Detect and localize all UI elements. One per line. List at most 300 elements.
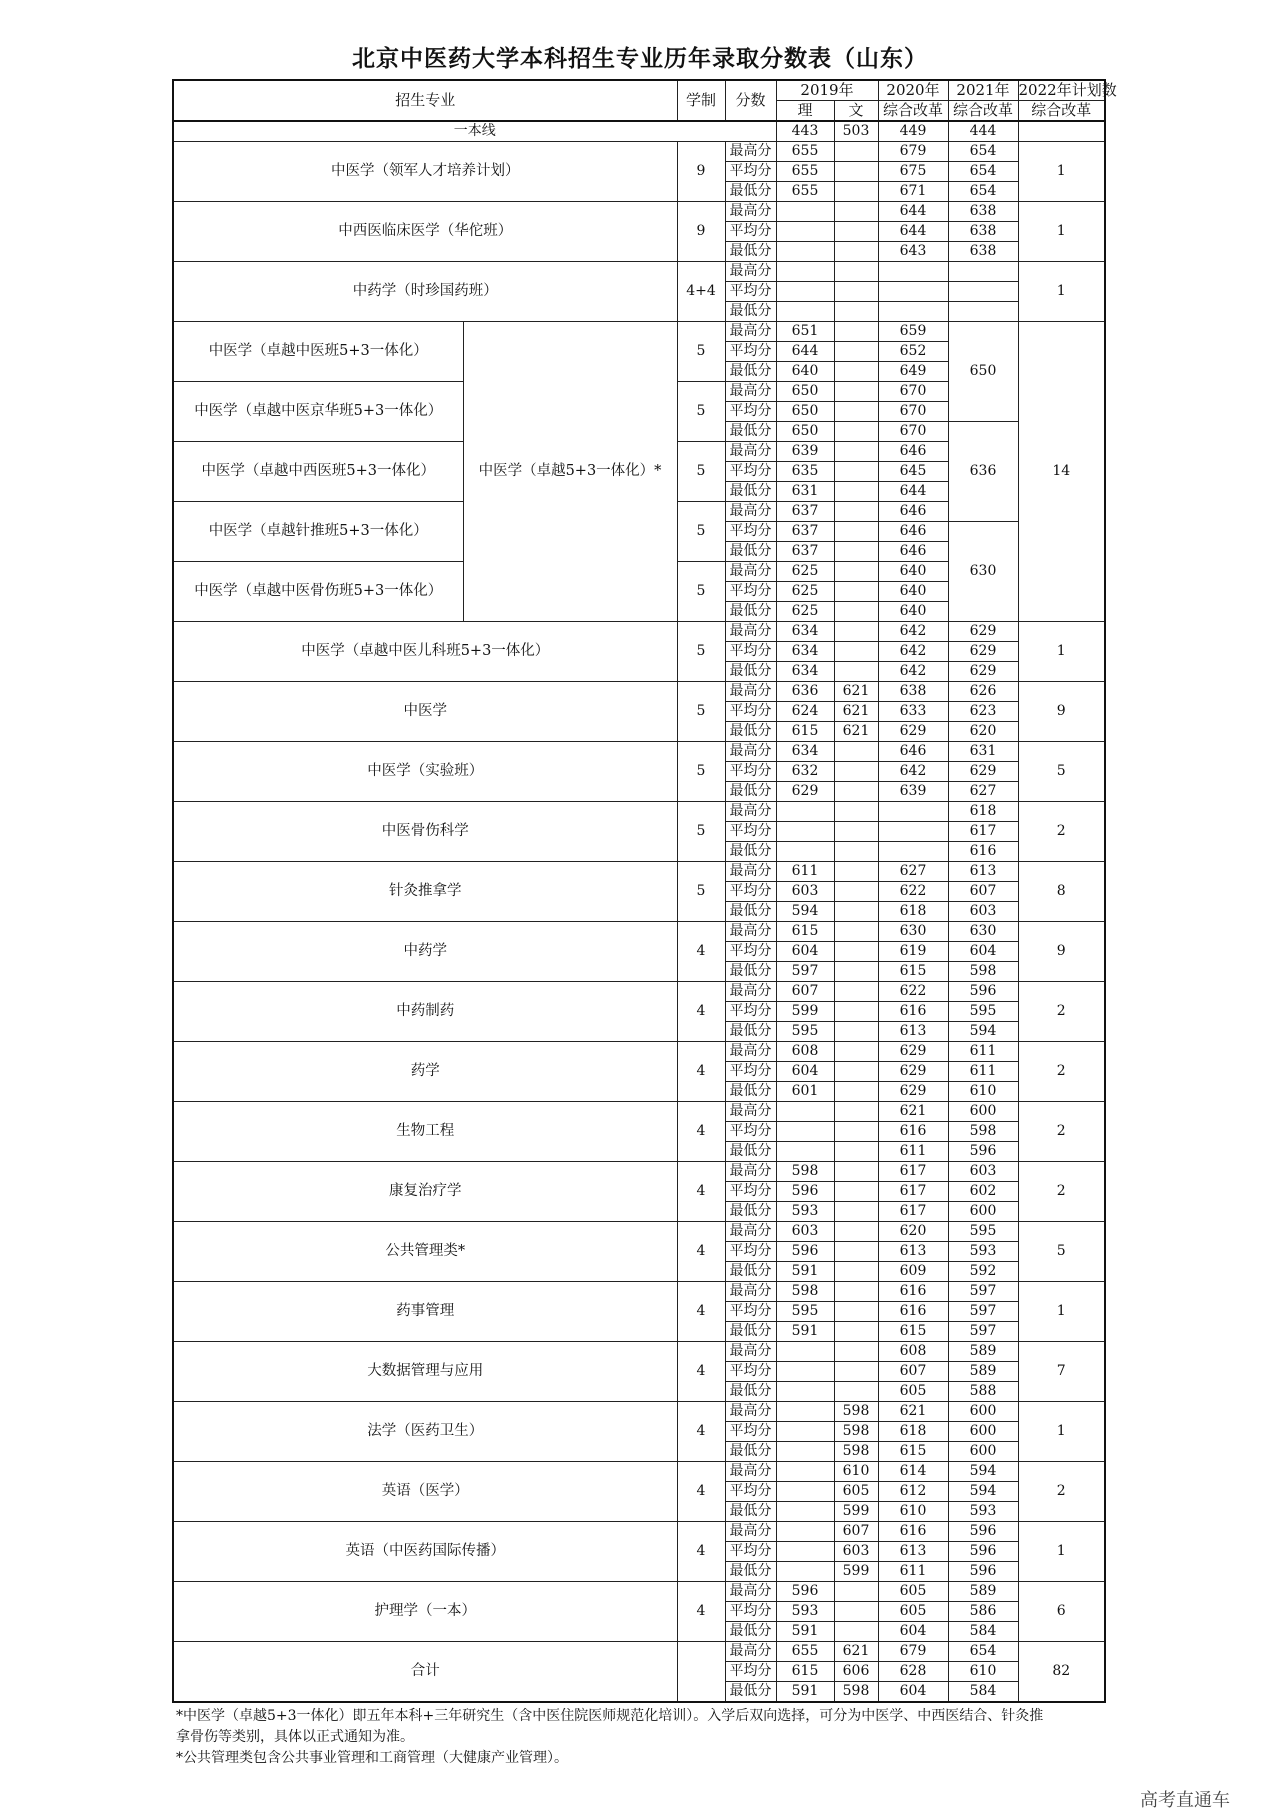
score-2019-arts <box>834 642 878 662</box>
score-2020: 639 <box>878 782 948 802</box>
score-2021: 607 <box>948 882 1018 902</box>
score-2020: 612 <box>878 1482 948 1502</box>
score-2020: 630 <box>878 922 948 942</box>
score-2019-arts: 599 <box>834 1562 878 1582</box>
baseline-2019-arts: 503 <box>834 121 878 142</box>
score-type-label: 最低分 <box>725 1562 776 1582</box>
score-2019-science: 603 <box>776 882 834 902</box>
score-2019-arts <box>834 1122 878 1142</box>
score-type-label: 最高分 <box>725 502 776 522</box>
score-type-label: 最低分 <box>725 1262 776 1282</box>
score-2021: 613 <box>948 862 1018 882</box>
score-2019-arts <box>834 282 878 302</box>
score-type-label: 最高分 <box>725 202 776 222</box>
score-type-label: 平均分 <box>725 1422 776 1442</box>
score-2020: 646 <box>878 502 948 522</box>
score-2020: 616 <box>878 1282 948 1302</box>
score-type-label: 平均分 <box>725 1302 776 1322</box>
score-2019-science: 650 <box>776 422 834 442</box>
score-type-label: 最高分 <box>725 922 776 942</box>
score-type-label: 最低分 <box>725 482 776 502</box>
major-name: 法学（医药卫生） <box>173 1402 677 1462</box>
major-duration: 5 <box>677 682 725 742</box>
score-2021: 596 <box>948 1562 1018 1582</box>
header-2021-reform: 综合改革 <box>948 101 1018 122</box>
score-2019-science <box>776 1382 834 1402</box>
score-2019-arts <box>834 822 878 842</box>
score-2019-science: 637 <box>776 542 834 562</box>
score-type-label: 最低分 <box>725 182 776 202</box>
score-2021: 586 <box>948 1602 1018 1622</box>
score-2019-science: 615 <box>776 722 834 742</box>
score-2019-arts <box>834 502 878 522</box>
table-row <box>173 862 1105 882</box>
score-type-label: 平均分 <box>725 1542 776 1562</box>
score-2020: 609 <box>878 1262 948 1282</box>
score-2019-arts <box>834 982 878 1002</box>
score-2019-science: 625 <box>776 582 834 602</box>
table-row <box>173 262 1105 282</box>
table-row <box>173 1402 1105 1422</box>
score-type-label: 平均分 <box>725 762 776 782</box>
score-2021: 589 <box>948 1582 1018 1602</box>
score-2020: 627 <box>878 862 948 882</box>
score-type-label: 平均分 <box>725 942 776 962</box>
table-row <box>173 1042 1105 1062</box>
plan-2022: 1 <box>1018 142 1105 202</box>
score-2019-science: 629 <box>776 782 834 802</box>
score-2020: 645 <box>878 462 948 482</box>
score-type-label: 平均分 <box>725 1662 776 1682</box>
score-type-label: 最低分 <box>725 842 776 862</box>
score-2019-arts <box>834 1202 878 1222</box>
score-2020: 640 <box>878 562 948 582</box>
score-2020: 616 <box>878 1302 948 1322</box>
score-2019-arts <box>834 1282 878 1302</box>
score-2021: 620 <box>948 722 1018 742</box>
score-2021: 611 <box>948 1042 1018 1062</box>
score-2020: 679 <box>878 1642 948 1662</box>
score-2020: 646 <box>878 742 948 762</box>
score-2021: 630 <box>948 922 1018 942</box>
plan-2022: 1 <box>1018 202 1105 262</box>
table-row <box>173 682 1105 702</box>
score-2021: 610 <box>948 1662 1018 1682</box>
score-2019-science: 637 <box>776 502 834 522</box>
footnotes <box>176 1706 1056 1769</box>
table-row <box>173 202 1105 222</box>
table-row <box>173 322 1105 342</box>
score-2021: 623 <box>948 702 1018 722</box>
score-2019-science <box>776 1522 834 1542</box>
score-2019-arts <box>834 542 878 562</box>
score-2020: 670 <box>878 382 948 402</box>
score-2020: 604 <box>878 1682 948 1703</box>
score-2020: 646 <box>878 542 948 562</box>
score-type-label: 最低分 <box>725 782 776 802</box>
major-duration: 4 <box>677 922 725 982</box>
score-2019-science: 634 <box>776 742 834 762</box>
score-type-label: 最高分 <box>725 442 776 462</box>
score-type-label: 最高分 <box>725 622 776 642</box>
score-2021: 654 <box>948 162 1018 182</box>
score-2021: 600 <box>948 1402 1018 1422</box>
score-2019-arts <box>834 1242 878 1262</box>
score-2021: 611 <box>948 1062 1018 1082</box>
score-2020: 629 <box>878 1042 948 1062</box>
score-2019-arts: 605 <box>834 1482 878 1502</box>
score-2020: 613 <box>878 1542 948 1562</box>
score-2021: 596 <box>948 1542 1018 1562</box>
score-2019-arts <box>834 1222 878 1242</box>
score-2019-science <box>776 1482 834 1502</box>
score-2020: 628 <box>878 1662 948 1682</box>
score-type-label: 最低分 <box>725 902 776 922</box>
score-2020: 617 <box>878 1202 948 1222</box>
baseline-2019-science: 443 <box>776 121 834 142</box>
major-name: 生物工程 <box>173 1102 677 1162</box>
score-2019-arts: 598 <box>834 1402 878 1422</box>
score-2019-arts <box>834 962 878 982</box>
score-type-label: 最高分 <box>725 1522 776 1542</box>
header-2019-arts: 文 <box>834 101 878 122</box>
score-2019-arts <box>834 622 878 642</box>
score-2020: 610 <box>878 1502 948 1522</box>
score-2019-arts <box>834 582 878 602</box>
score-2019-arts <box>834 882 878 902</box>
score-2019-arts <box>834 222 878 242</box>
major-duration: 5 <box>677 622 725 682</box>
score-2020: 614 <box>878 1462 948 1482</box>
major-duration: 5 <box>677 742 725 802</box>
major-duration: 5 <box>677 382 725 442</box>
major-name: 中药学 <box>173 922 677 982</box>
score-2021: 596 <box>948 982 1018 1002</box>
score-type-label: 平均分 <box>725 822 776 842</box>
major-name: 中西医临床医学（华佗班） <box>173 202 677 262</box>
score-2020 <box>878 262 948 282</box>
header-2022-reform: 综合改革 <box>1018 101 1105 122</box>
score-2019-science: 596 <box>776 1242 834 1262</box>
score-2020 <box>878 802 948 822</box>
score-2021: 638 <box>948 222 1018 242</box>
score-2021: 597 <box>948 1302 1018 1322</box>
score-type-label: 平均分 <box>725 1602 776 1622</box>
score-2019-science: 634 <box>776 662 834 682</box>
score-2019-science <box>776 1102 834 1122</box>
major-name: 合计 <box>173 1642 677 1703</box>
major-name: 中药学（时珍国药班） <box>173 262 677 322</box>
score-2021: 589 <box>948 1362 1018 1382</box>
score-2019-science: 632 <box>776 762 834 782</box>
score-type-label: 最高分 <box>725 1042 776 1062</box>
major-duration: 4 <box>677 1402 725 1462</box>
score-2020: 643 <box>878 242 948 262</box>
score-2019-science: 625 <box>776 562 834 582</box>
major-name: 中医学（实验班） <box>173 742 677 802</box>
score-type-label: 最低分 <box>725 362 776 382</box>
score-2020: 617 <box>878 1182 948 1202</box>
score-2019-arts <box>834 302 878 322</box>
score-2020: 638 <box>878 682 948 702</box>
score-2020: 644 <box>878 222 948 242</box>
score-2020: 622 <box>878 882 948 902</box>
score-2019-science: 651 <box>776 322 834 342</box>
score-2019-science: 596 <box>776 1182 834 1202</box>
table-row <box>173 1522 1105 1542</box>
score-2020: 633 <box>878 702 948 722</box>
major-duration: 5 <box>677 502 725 562</box>
major-duration: 5 <box>677 322 725 382</box>
plan-2022: 2 <box>1018 1042 1105 1102</box>
score-2019-science <box>776 242 834 262</box>
header-2021: 2021年 <box>948 80 1018 101</box>
score-2019-science <box>776 222 834 242</box>
score-2021: 600 <box>948 1202 1018 1222</box>
score-2019-arts <box>834 202 878 222</box>
score-2019-science: 625 <box>776 602 834 622</box>
table-row <box>173 1282 1105 1302</box>
score-2020: 621 <box>878 1402 948 1422</box>
score-2019-science: 608 <box>776 1042 834 1062</box>
score-2019-science <box>776 202 834 222</box>
score-2019-arts <box>834 802 878 822</box>
score-2020: 671 <box>878 182 948 202</box>
score-type-label: 最低分 <box>725 1502 776 1522</box>
score-2019-arts: 607 <box>834 1522 878 1542</box>
score-2020: 642 <box>878 642 948 662</box>
header-2019-science: 理 <box>776 101 834 122</box>
score-2021-merged: 636 <box>948 422 1018 522</box>
score-type-label: 最高分 <box>725 1102 776 1122</box>
score-2021: 638 <box>948 202 1018 222</box>
score-2019-science <box>776 302 834 322</box>
major-duration: 4 <box>677 1042 725 1102</box>
score-2021: 594 <box>948 1022 1018 1042</box>
score-2019-science: 615 <box>776 1662 834 1682</box>
score-2020: 642 <box>878 622 948 642</box>
score-type-label: 最高分 <box>725 142 776 162</box>
score-2019-arts: 598 <box>834 1682 878 1703</box>
major-name: 中医学（卓越中西医班5+3一体化） <box>173 442 463 502</box>
score-2019-arts <box>834 1062 878 1082</box>
major-name: 大数据管理与应用 <box>173 1342 677 1402</box>
score-2020: 675 <box>878 162 948 182</box>
score-type-label: 平均分 <box>725 402 776 422</box>
score-2020: 621 <box>878 1102 948 1122</box>
header-duration: 学制 <box>677 80 725 121</box>
score-type-label: 最低分 <box>725 1202 776 1222</box>
footnote-excellence: *中医学（卓越5+3一体化）即五年本科+三年研究生（含中医住院医师规范化培训）。入学后双向选择，可分为中医学、中西医结合、针灸推拿骨伤等类别，具体以正式通知为准。 <box>176 1708 1044 1745</box>
plan-2022: 82 <box>1018 1642 1105 1703</box>
score-2019-science <box>776 1342 834 1362</box>
score-type-label: 最高分 <box>725 382 776 402</box>
score-2019-arts <box>834 382 878 402</box>
plan-2022: 7 <box>1018 1342 1105 1402</box>
score-type-label: 最高分 <box>725 1402 776 1422</box>
score-type-label: 最低分 <box>725 662 776 682</box>
score-2019-science: 644 <box>776 342 834 362</box>
score-2019-science: 595 <box>776 1302 834 1322</box>
score-2019-science <box>776 842 834 862</box>
score-2019-arts <box>834 762 878 782</box>
score-2020: 613 <box>878 1022 948 1042</box>
score-type-label: 平均分 <box>725 582 776 602</box>
major-name: 康复治疗学 <box>173 1162 677 1222</box>
baseline-2021: 444 <box>948 121 1018 142</box>
score-2021: 600 <box>948 1102 1018 1122</box>
score-2021: 654 <box>948 1642 1018 1662</box>
score-type-label: 最低分 <box>725 962 776 982</box>
table-row <box>173 1102 1105 1122</box>
header-2020: 2020年 <box>878 80 948 101</box>
score-2019-arts <box>834 1142 878 1162</box>
major-duration: 5 <box>677 862 725 922</box>
score-2020: 605 <box>878 1582 948 1602</box>
table-row <box>173 1462 1105 1482</box>
score-2021-merged: 630 <box>948 522 1018 622</box>
score-2019-arts <box>834 562 878 582</box>
score-2019-arts <box>834 862 878 882</box>
score-2019-arts <box>834 1622 878 1642</box>
major-name: 中药制药 <box>173 982 677 1042</box>
major-name: 中医学（卓越针推班5+3一体化） <box>173 502 463 562</box>
score-type-label: 最高分 <box>725 322 776 342</box>
score-2019-arts <box>834 522 878 542</box>
score-2019-arts <box>834 462 878 482</box>
score-2021-merged: 650 <box>948 322 1018 422</box>
score-2021: 629 <box>948 642 1018 662</box>
score-type-label: 平均分 <box>725 282 776 302</box>
score-2019-arts <box>834 1302 878 1322</box>
score-2019-arts <box>834 1262 878 1282</box>
score-2019-arts: 621 <box>834 682 878 702</box>
score-type-label: 最高分 <box>725 1342 776 1362</box>
score-2019-arts <box>834 482 878 502</box>
score-2020: 646 <box>878 522 948 542</box>
major-duration: 9 <box>677 142 725 202</box>
score-2019-arts: 603 <box>834 1542 878 1562</box>
score-type-label: 最低分 <box>725 302 776 322</box>
score-type-label: 最高分 <box>725 262 776 282</box>
header-2020-reform: 综合改革 <box>878 101 948 122</box>
score-2019-arts <box>834 342 878 362</box>
major-name: 护理学（一本） <box>173 1582 677 1642</box>
score-2019-science: 650 <box>776 402 834 422</box>
score-2020: 619 <box>878 942 948 962</box>
score-2019-arts <box>834 1602 878 1622</box>
score-2021: 594 <box>948 1462 1018 1482</box>
score-2019-arts <box>834 322 878 342</box>
baseline-2020: 449 <box>878 121 948 142</box>
major-duration: 5 <box>677 802 725 862</box>
score-2021: 604 <box>948 942 1018 962</box>
major-duration <box>677 1642 725 1703</box>
major-duration: 4 <box>677 1582 725 1642</box>
score-2020 <box>878 842 948 862</box>
score-2020: 629 <box>878 1062 948 1082</box>
score-2021: 629 <box>948 622 1018 642</box>
score-2019-science <box>776 1462 834 1482</box>
score-2019-science: 631 <box>776 482 834 502</box>
major-duration: 5 <box>677 442 725 502</box>
score-2020: 618 <box>878 902 948 922</box>
major-duration: 4 <box>677 1522 725 1582</box>
major-name: 中医骨伤科学 <box>173 802 677 862</box>
score-2019-science: 615 <box>776 922 834 942</box>
score-2020: 620 <box>878 1222 948 1242</box>
score-2019-arts: 606 <box>834 1662 878 1682</box>
score-2019-arts: 598 <box>834 1422 878 1442</box>
major-name: 中医学（卓越中医班5+3一体化） <box>173 322 463 382</box>
score-2021: 584 <box>948 1682 1018 1703</box>
plan-2022: 1 <box>1018 1522 1105 1582</box>
score-2021: 603 <box>948 902 1018 922</box>
score-2021 <box>948 262 1018 282</box>
score-2019-arts <box>834 1082 878 1102</box>
score-2020: 615 <box>878 1322 948 1342</box>
score-2021: 618 <box>948 802 1018 822</box>
score-2019-arts: 621 <box>834 1642 878 1662</box>
score-2021: 654 <box>948 142 1018 162</box>
score-2019-arts <box>834 602 878 622</box>
score-2019-science <box>776 1362 834 1382</box>
score-type-label: 平均分 <box>725 342 776 362</box>
score-type-label: 最低分 <box>725 1142 776 1162</box>
plan-2022: 1 <box>1018 622 1105 682</box>
score-type-label: 最低分 <box>725 422 776 442</box>
score-2019-science: 634 <box>776 622 834 642</box>
score-2019-science: 596 <box>776 1582 834 1602</box>
score-2019-arts <box>834 922 878 942</box>
score-2019-science <box>776 1562 834 1582</box>
score-2019-science <box>776 1122 834 1142</box>
score-type-label: 平均分 <box>725 702 776 722</box>
score-2019-science: 607 <box>776 982 834 1002</box>
score-type-label: 平均分 <box>725 882 776 902</box>
score-type-label: 平均分 <box>725 1362 776 1382</box>
plan-2022: 1 <box>1018 1402 1105 1462</box>
score-2021: 597 <box>948 1322 1018 1342</box>
score-2019-arts <box>834 1002 878 1022</box>
major-duration: 9 <box>677 202 725 262</box>
score-2021: 595 <box>948 1002 1018 1022</box>
score-2019-arts <box>834 1042 878 1062</box>
score-2020: 617 <box>878 1162 948 1182</box>
baseline-plan <box>1018 121 1105 142</box>
score-2021: 596 <box>948 1142 1018 1162</box>
score-2021: 592 <box>948 1262 1018 1282</box>
score-type-label: 最高分 <box>725 682 776 702</box>
score-2019-science <box>776 1422 834 1442</box>
score-type-label: 最高分 <box>725 1282 776 1302</box>
score-2019-arts: 598 <box>834 1442 878 1462</box>
score-2019-arts <box>834 242 878 262</box>
score-2019-science: 598 <box>776 1282 834 1302</box>
score-2021: 595 <box>948 1222 1018 1242</box>
major-name: 针灸推拿学 <box>173 862 677 922</box>
score-type-label: 最低分 <box>725 722 776 742</box>
score-2021: 617 <box>948 822 1018 842</box>
score-2019-science: 591 <box>776 1262 834 1282</box>
score-2021: 596 <box>948 1522 1018 1542</box>
score-2019-arts <box>834 1022 878 1042</box>
score-2020: 642 <box>878 662 948 682</box>
score-2019-arts <box>834 182 878 202</box>
score-2019-arts <box>834 442 878 462</box>
score-2020: 616 <box>878 1522 948 1542</box>
major-name: 中医学（卓越中医骨伤班5+3一体化） <box>173 562 463 622</box>
